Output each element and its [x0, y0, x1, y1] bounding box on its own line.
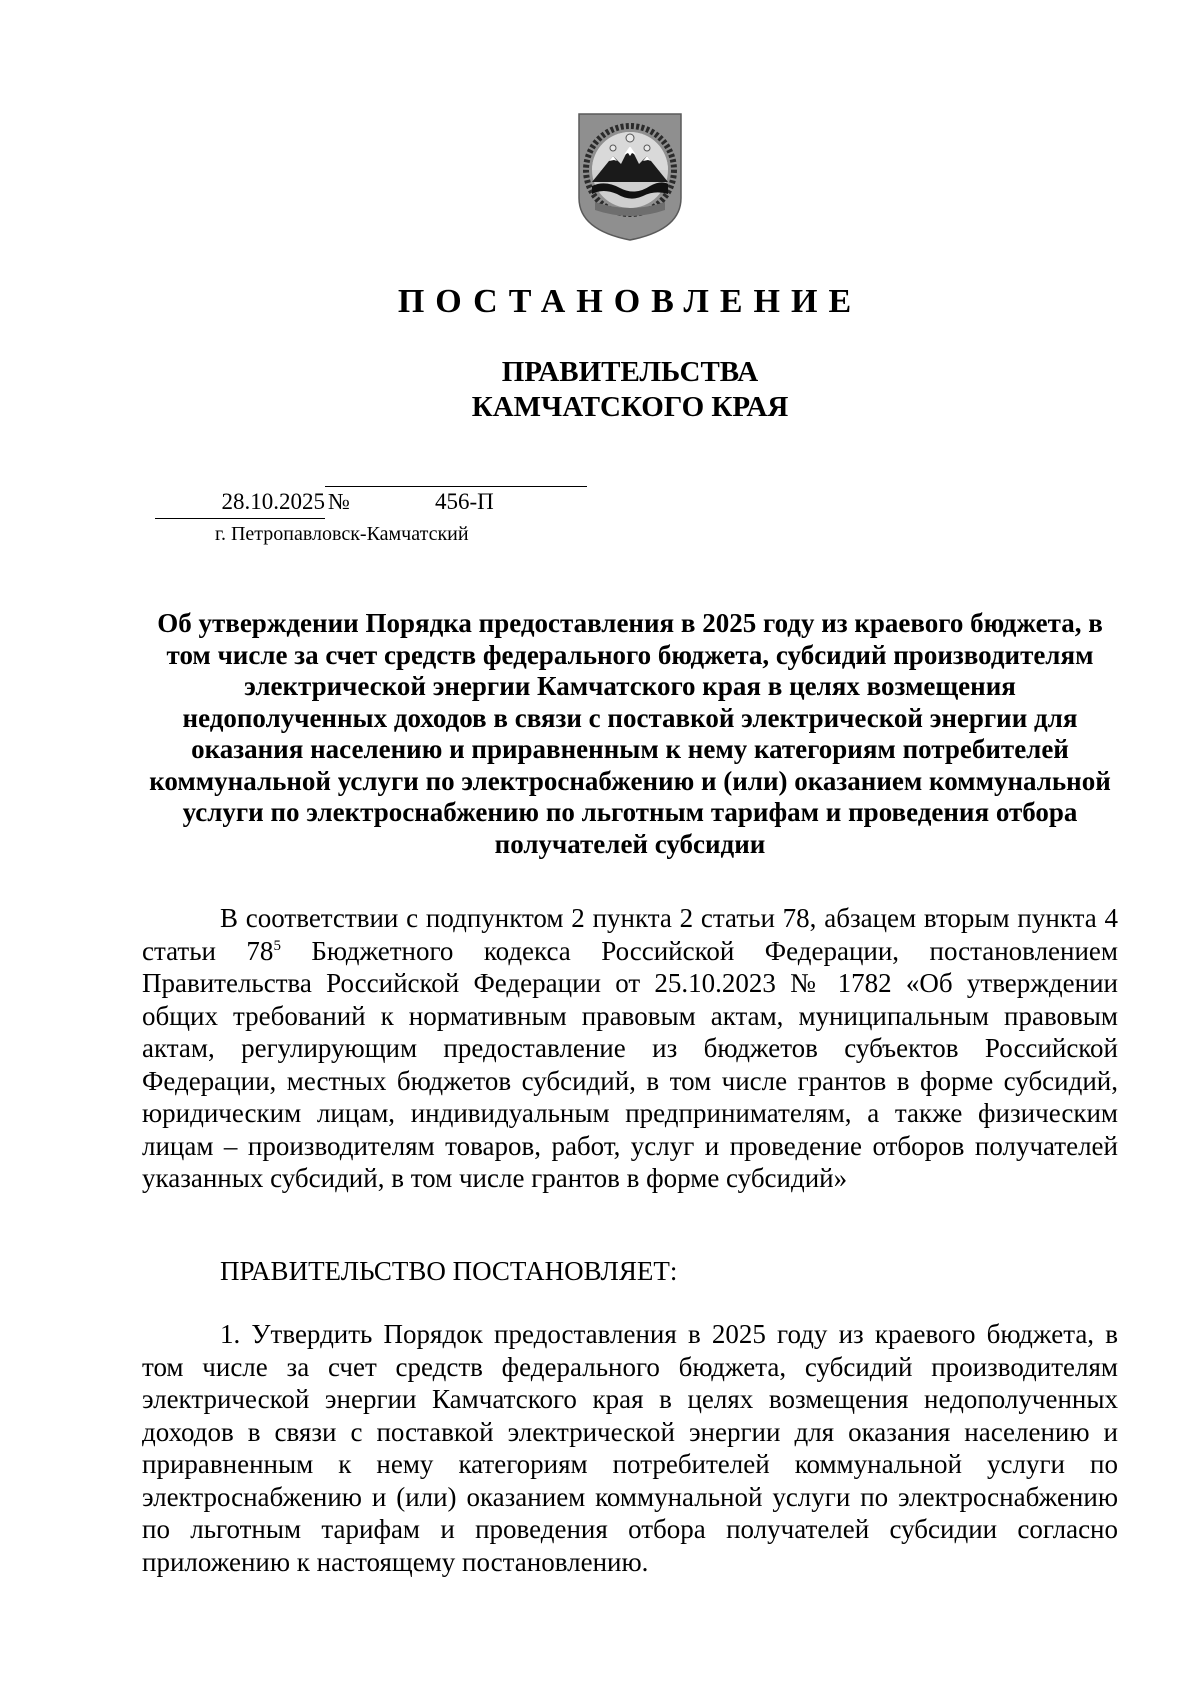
article-superscript: 5 [273, 937, 281, 954]
number-sign: № [328, 489, 350, 514]
issuer-line-1: ПРАВИТЕЛЬСТВА [501, 356, 759, 388]
preamble-paragraph [142, 902, 1118, 1195]
document-number: 456-П [435, 489, 494, 514]
issuer-heading [0, 355, 1200, 425]
preamble-part-2: Бюджетного кодекса Российской Федерации, постановлением Правительства Российской Федерации от 25.10.2023 № 1782 «Об утверждении общих требований к нормативным правовым актам, муниципальным правовым актам, регулирующим предоставление из бюджетов субъектов Российской Федерации, местных бюджетов субсидий, в том числе грантов в форме субсидий, юридическим лицам, индивидуальным предпринимателям, а также физическим лицам – производителям товаров, работ, услуг и проведение отборов получателей указанных субсидий, в том числе грантов в форме субсидий» [142, 935, 1118, 1193]
document-subject: Об утверждении Порядка предоставления в 2025 году из краевого бюджета, в том числе за счет средств федерального бюджета, субсидий производителям электрической энергии Камчатского края в целях возмещения недополученных доходов в связи с поставкой электрической энергии для оказания населению и приравненным к нему категориям потребителей коммунальной услуги по электроснабжению и (или) оказанием коммунальной услуги по электроснабжению по льготным тарифам и проведения отбора получателей субсидии [149, 608, 1111, 859]
registration-row [155, 486, 585, 518]
document-date: 28.10.2025 [155, 486, 325, 519]
document-number-field [325, 486, 587, 514]
resolves-heading: ПРАВИТЕЛЬСТВО ПОСТАНОВЛЯЕТ: [220, 1256, 678, 1286]
kamchatka-coat-of-arms-icon [575, 110, 685, 242]
preamble-part-1: В соответствии с подпунктом 2 пункта 2 статьи 78, абзацем вторым пункта 4 статьи 78 [142, 903, 1118, 966]
document-type-title: ПОСТАНОВЛЕНИЕ [397, 283, 863, 320]
document-city: г. Петропавловск-Камчатский [215, 523, 469, 545]
item-1-paragraph: 1. Утвердить Порядок предоставления в 2025 году из краевого бюджета, в том числе за счет средств федерального бюджета, субсидий производителям электрической энергии Камчатского края в целях возмещения недополученных доходов в связи с поставкой электрической энергии для оказания населению и приравненным к нему категориям потребителей коммунальной услуги по электроснабжению и (или) оказанием коммунальной услуги по электроснабжению по льготным тарифам и проведения отбора получателей субсидии согласно приложению к настоящему постановлению. [142, 1319, 1118, 1577]
issuer-line-2: КАМЧАТСКОГО КРАЯ [471, 391, 789, 423]
